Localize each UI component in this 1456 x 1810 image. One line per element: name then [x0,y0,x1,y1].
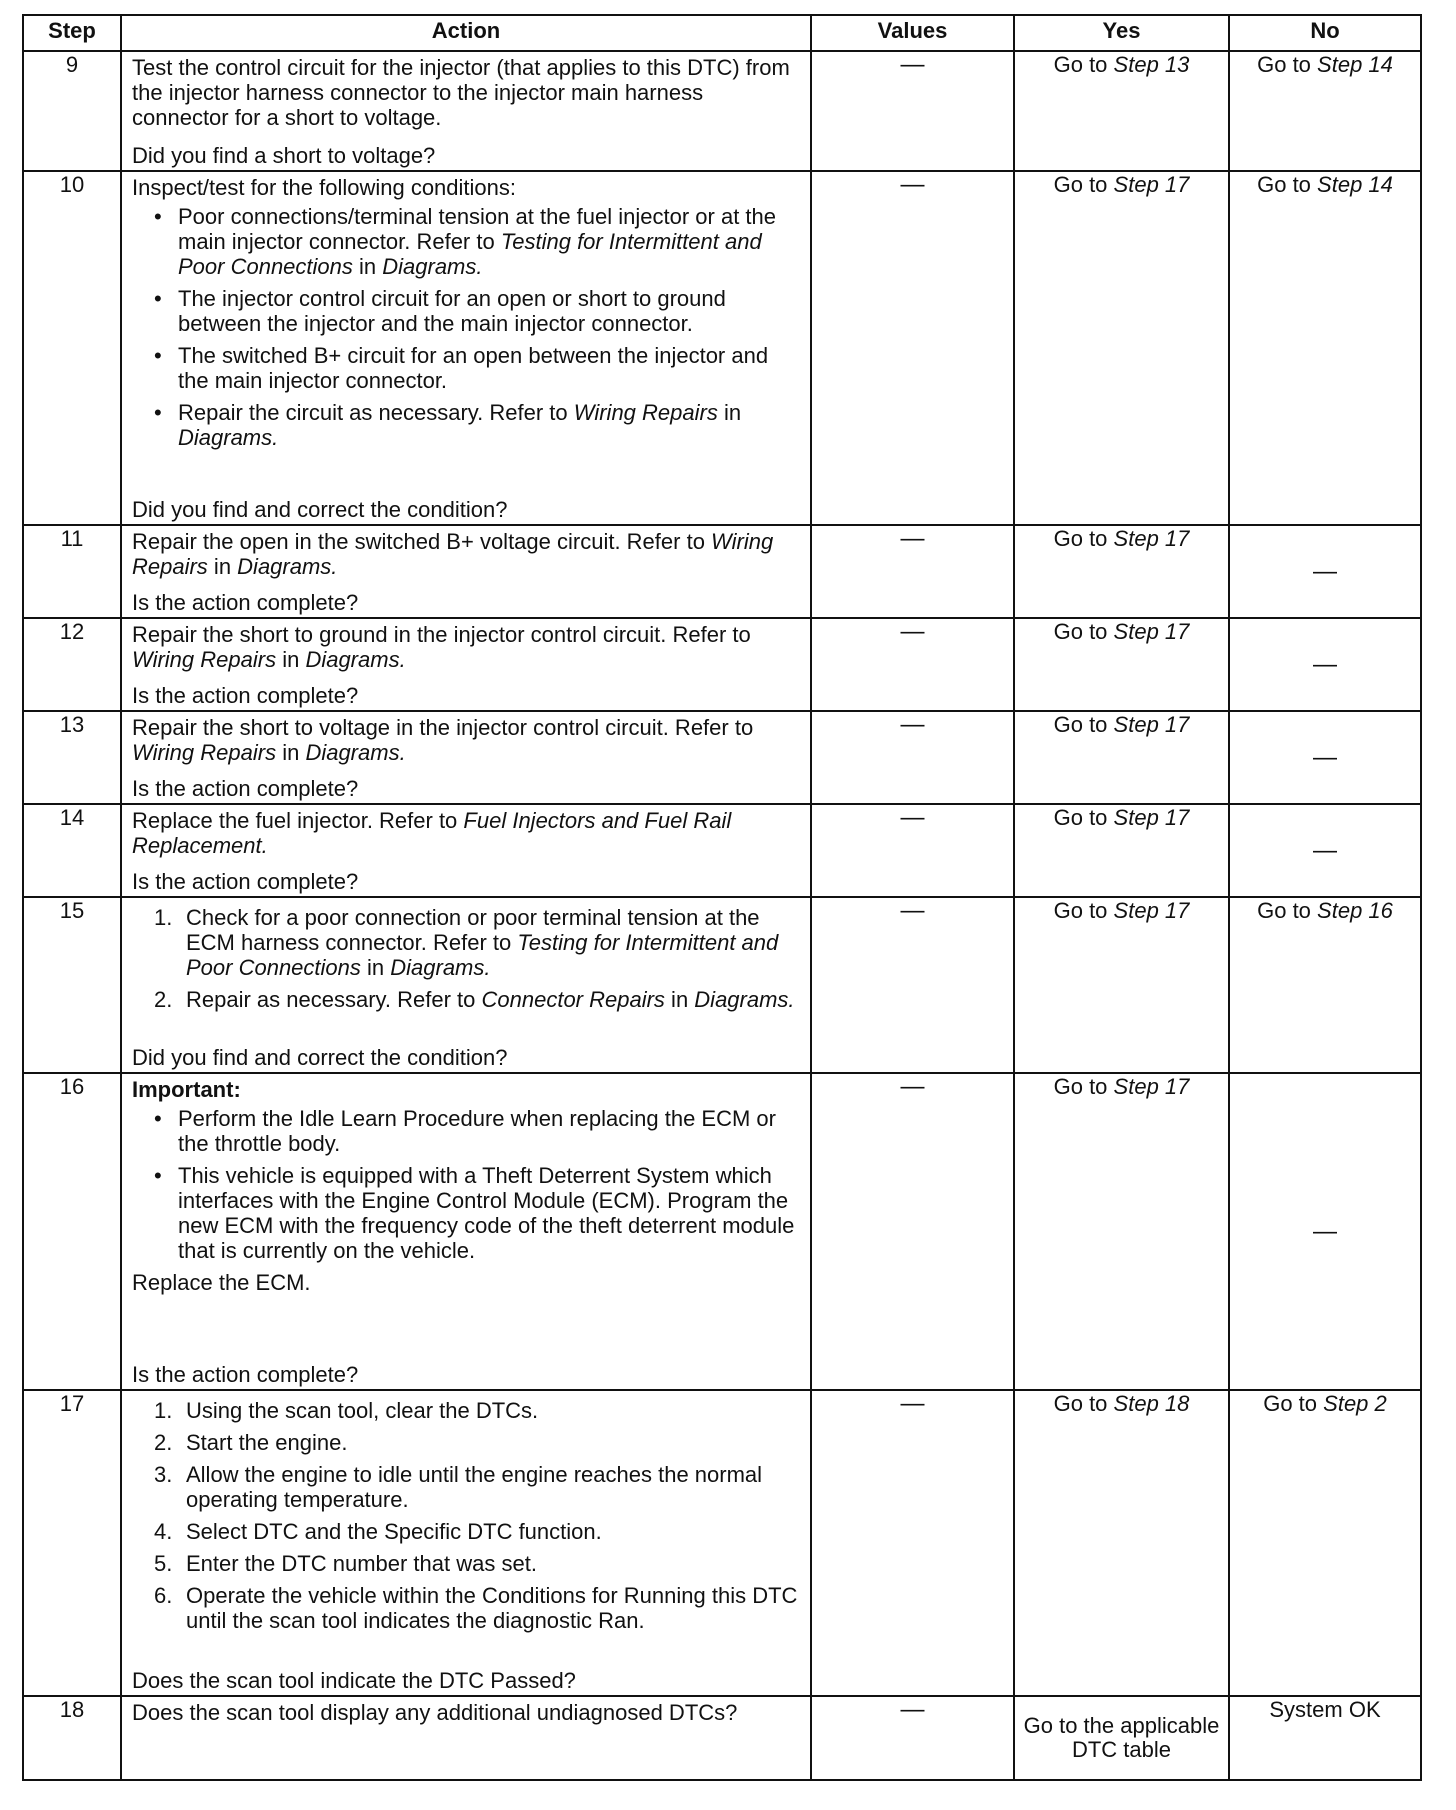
header-step: Step [23,15,121,51]
yes-cell: Go to Step 17 [1014,618,1229,711]
procedure-list [132,905,804,1019]
values-cell: — [811,1390,1014,1696]
step-number: 12 [23,618,121,711]
header-yes: Yes [1014,15,1229,51]
header-row [23,15,1421,51]
action-text: Repair the short to ground in the injector control circuit. Refer to Wiring Repairs in Diagrams. [132,622,751,672]
important-label: Important: [132,1077,241,1102]
action-text: Replace the ECM. [132,1270,311,1295]
step-number: 11 [23,525,121,618]
values-cell: — [811,51,1014,171]
no-cell: — [1229,618,1421,711]
no-step-ref: Step 14 [1317,52,1393,77]
values-cell: — [811,711,1014,804]
yes-step-ref: Step 17 [1113,712,1190,737]
no-cell: Go to Step 16 [1229,897,1421,1073]
diagnostic-table [22,14,1422,1781]
values-cell: — [811,897,1014,1073]
yes-cell: Go to Step 17 [1014,525,1229,618]
yes-step-ref: Step 17 [1113,805,1190,830]
yes-cell: Go to Step 17 [1014,711,1229,804]
step-number: 14 [23,804,121,897]
table-row [23,525,1421,618]
action-text: Replace the fuel injector. Refer to Fuel Injectors and Fuel Rail Replacement. [132,808,732,858]
values-cell: — [811,618,1014,711]
yes-cell: Go to Step 17 [1014,1073,1229,1390]
header-values: Values [811,15,1014,51]
no-step-ref: Step 16 [1317,898,1393,923]
header-action: Action [121,15,811,51]
yes-cell: Go to the applicable DTC table [1014,1696,1229,1780]
table-row [23,1073,1421,1390]
yes-step-ref: Step 18 [1113,1391,1190,1416]
action-question: Did you find and correct the condition? [132,497,508,522]
no-cell: Go to Step 2 [1229,1390,1421,1696]
yes-step-ref: Step 17 [1113,526,1190,551]
action-question: Is the action complete? [132,590,359,615]
header-no: No [1229,15,1421,51]
list-item: • Perform the Idle Learn Procedure when replacing the ECM or the throttle body. [154,1106,804,1156]
step-number: 15 [23,897,121,1073]
list-item: 3. Allow the engine to idle until the engine reaches the normal operating temperature. [154,1462,763,1512]
list-item: 6. Operate the vehicle within the Conditions for Running this DTC until the scan tool indicates the diagnostic Ran. [154,1583,798,1633]
yes-cell: Go to Step 18 [1014,1390,1229,1696]
no-cell: — [1229,525,1421,618]
action-question: Is the action complete? [132,776,359,801]
yes-cell: Go to Step 17 [1014,171,1229,525]
list-item: 4. Select DTC and the Specific DTC function. [154,1519,602,1544]
list-item: 1. Using the scan tool, clear the DTCs. [154,1398,539,1423]
values-cell: — [811,171,1014,525]
step-number: 18 [23,1696,121,1780]
action-question: Did you find a short to voltage? [132,143,436,168]
yes-step-ref: Step 17 [1113,172,1190,197]
list-item: • The switched B+ circuit for an open between the injector and the main injector connector. [154,343,804,393]
no-cell: — [1229,1073,1421,1390]
table-row [23,1696,1421,1780]
action-intro: Inspect/test for the following conditions: [132,175,516,200]
list-item: 2. Repair as necessary. Refer to Connector Repairs in Diagrams. [154,987,795,1012]
no-cell: Go to Step 14 [1229,171,1421,525]
no-cell: Go to Step 14 [1229,51,1421,171]
yes-cell: Go to Step 17 [1014,897,1229,1073]
values-cell: — [811,525,1014,618]
action-question: Is the action complete? [132,1362,359,1387]
no-cell: System OK [1229,1696,1421,1780]
yes-cell: Go to Step 17 [1014,804,1229,897]
action-cell [121,51,811,171]
action-cell [121,711,811,804]
list-item: • Poor connections/terminal tension at the fuel injector or at the main injector connector. Refer to Testing for Intermittent and Poor Connections in Diagrams. [154,204,804,279]
no-cell: — [1229,804,1421,897]
step-number: 16 [23,1073,121,1390]
table-row [23,51,1421,171]
action-cell [121,618,811,711]
action-question: Did you find and correct the condition? [132,1045,508,1070]
list-item: • Repair the circuit as necessary. Refer to Wiring Repairs in Diagrams. [154,400,804,450]
list-item: 2. Start the engine. [154,1430,348,1455]
table-row [23,171,1421,525]
action-cell [121,171,811,525]
action-cell [121,1390,811,1696]
step-number: 10 [23,171,121,525]
action-text: Test the control circuit for the injector (that applies to this DTC) from the injector harness connector to the injector main harness connector for a short to voltage. [132,55,790,130]
action-question: Does the scan tool display any additional undiagnosed DTCs? [132,1700,738,1725]
no-step-ref: Step 14 [1317,172,1393,197]
list-item: 5. Enter the DTC number that was set. [154,1551,537,1576]
values-cell: — [811,1073,1014,1390]
action-text: Repair the open in the switched B+ voltage circuit. Refer to Wiring Repairs in Diagrams. [132,529,774,579]
no-cell: — [1229,711,1421,804]
no-step-ref: Step 2 [1323,1391,1387,1416]
step-number: 9 [23,51,121,171]
values-cell: — [811,804,1014,897]
action-cell [121,897,811,1073]
list-item: • The injector control circuit for an open or short to ground between the injector and the main injector connector. [154,286,804,336]
procedure-list [132,1398,804,1640]
action-question: Is the action complete? [132,869,359,894]
yes-cell: Go to Step 13 [1014,51,1229,171]
step-number: 13 [23,711,121,804]
step-number: 17 [23,1390,121,1696]
action-text: Repair the short to voltage in the injector control circuit. Refer to Wiring Repairs in Diagrams. [132,715,754,765]
table-row [23,804,1421,897]
list-item: 1. Check for a poor connection or poor terminal tension at the ECM harness connector. Refer to Testing for Intermittent and Poor Connections in Diagrams. [154,905,779,980]
action-question: Does the scan tool indicate the DTC Passed? [132,1668,576,1693]
action-cell [121,1696,811,1780]
yes-step-ref: Step 17 [1113,898,1190,923]
values-cell: — [811,1696,1014,1780]
condition-list [132,204,804,450]
action-question: Is the action complete? [132,683,359,708]
yes-step-ref: Step 17 [1113,1074,1190,1099]
yes-step-ref: Step 17 [1113,619,1190,644]
table-row [23,711,1421,804]
table-row [23,897,1421,1073]
table-row [23,1390,1421,1696]
yes-step-ref: Step 13 [1113,52,1190,77]
list-item: • This vehicle is equipped with a Theft Deterrent System which interfaces with the Engine Control Module (ECM). Program the new ECM with the frequency code of the theft deterrent module that is currently on the vehicle. [154,1163,804,1263]
action-cell [121,1073,811,1390]
action-cell [121,804,811,897]
note-list [132,1106,804,1263]
table-row [23,618,1421,711]
action-cell [121,525,811,618]
